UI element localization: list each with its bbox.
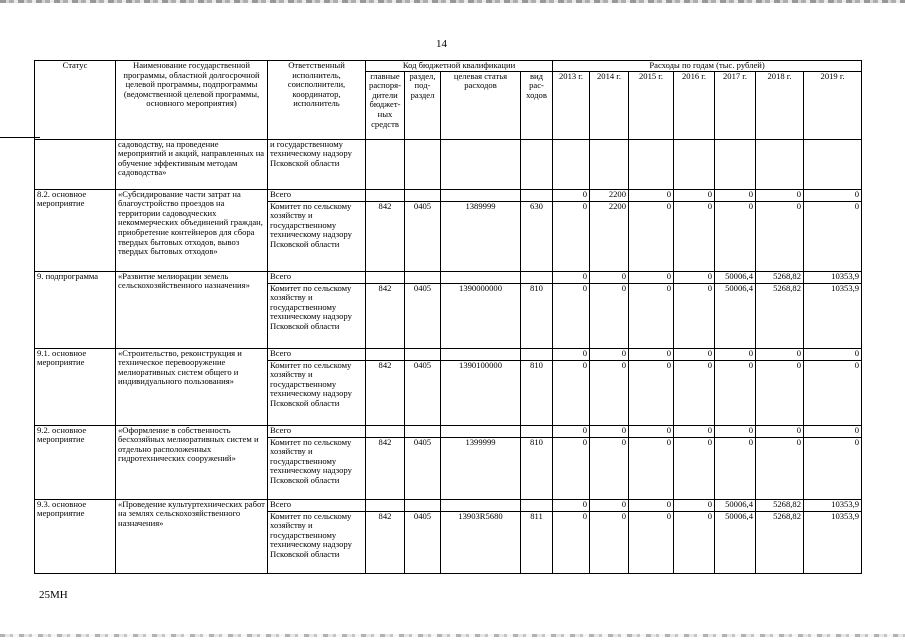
header-kbk-group: Код бюджетной квалификации	[366, 61, 553, 72]
value-cell: 0	[756, 201, 804, 271]
name-cell: «Оформление в собственность бесхозяйных мелиоративных систем и отдельно расположенных гидротехнических сооружений»	[116, 425, 268, 499]
header-year: 2013 г.	[553, 71, 590, 139]
section-cell: 0405	[405, 437, 441, 499]
value-cell: 0	[674, 437, 715, 499]
value-cell: 0	[756, 437, 804, 499]
total-value-cell: 0	[629, 189, 674, 201]
total-label-cell: Всего	[268, 499, 366, 511]
status-cell: 9.3. основное мероприятие	[35, 499, 116, 573]
value-cell: 0	[590, 511, 629, 573]
status-cell: 9.2. основное мероприятие	[35, 425, 116, 499]
target-cell: 1399999	[441, 437, 521, 499]
responsible-cell: и государственному техническому надзору Псковской области	[268, 139, 366, 189]
value-cell: 0	[590, 437, 629, 499]
total-value-cell: 10353,9	[804, 271, 862, 283]
total-value-cell: 10353,9	[804, 499, 862, 511]
target-cell: 13903R5680	[441, 511, 521, 573]
scan-edge-bottom	[0, 634, 905, 637]
total-value-cell: 0	[715, 348, 756, 360]
status-cell: 9.1. основное мероприятие	[35, 348, 116, 425]
executor-cell: Комитет по сельскому хозяйству и государственному техническому надзору Псковской области	[268, 360, 366, 425]
value-cell: 5268,82	[756, 511, 804, 573]
continuation-row	[35, 139, 862, 189]
total-value-cell: 0	[590, 271, 629, 283]
type-cell: 810	[521, 283, 553, 348]
name-cell: «Строительство, реконструкция и техническое перевооружение мелиоративных систем общего и индивидуального пользования»	[116, 348, 268, 425]
name-cell: садоводству, на проведение мероприятий и акций, направленных на обучение эффективным методам садоводства»	[116, 139, 268, 189]
total-label-cell: Всего	[268, 271, 366, 283]
total-value-cell: 0	[590, 425, 629, 437]
total-value-cell: 0	[715, 189, 756, 201]
value-cell: 0	[674, 511, 715, 573]
value-cell: 10353,9	[804, 283, 862, 348]
section-cell: 0405	[405, 360, 441, 425]
target-cell: 1390100000	[441, 360, 521, 425]
value-cell: 50006,4	[715, 511, 756, 573]
name-cell: «Развитие мелиорации земель сельскохозяйственного назначения»	[116, 271, 268, 348]
header-year: 2017 г.	[715, 71, 756, 139]
value-cell: 0	[715, 360, 756, 425]
total-label-cell: Всего	[268, 189, 366, 201]
total-value-cell: 0	[804, 425, 862, 437]
table-row-total	[35, 189, 862, 201]
status-cell	[35, 139, 116, 189]
scan-edge-top	[0, 0, 905, 3]
value-cell: 0	[804, 360, 862, 425]
target-cell: 1389999	[441, 201, 521, 271]
executor-cell: Комитет по сельскому хозяйству и государственному техническому надзору Псковской области	[268, 201, 366, 271]
total-value-cell: 0	[674, 499, 715, 511]
total-value-cell: 0	[756, 189, 804, 201]
status-cell: 8.2. основное мероприятие	[35, 189, 116, 271]
executor-cell: Комитет по сельскому хозяйству и государственному техническому надзору Псковской области	[268, 283, 366, 348]
value-cell: 0	[715, 201, 756, 271]
total-value-cell: 0	[804, 189, 862, 201]
total-value-cell: 0	[756, 425, 804, 437]
grbs-cell: 842	[366, 437, 405, 499]
table-row-total	[35, 499, 862, 511]
header-kbk-grbs: главные распоря-дители бюджет-ных средств	[366, 71, 405, 139]
value-cell: 0	[590, 283, 629, 348]
grbs-cell: 842	[366, 283, 405, 348]
value-cell: 50006,4	[715, 283, 756, 348]
total-value-cell: 0	[590, 499, 629, 511]
value-cell: 0	[629, 437, 674, 499]
name-cell: «Проведение культуртехнических работ на землях сельскохозяйственного назначения»	[116, 499, 268, 573]
value-cell: 0	[629, 511, 674, 573]
budget-table	[34, 60, 862, 574]
type-cell: 810	[521, 360, 553, 425]
total-value-cell: 0	[674, 348, 715, 360]
total-value-cell: 0	[804, 348, 862, 360]
value-cell: 2200	[590, 201, 629, 271]
target-cell: 1390000000	[441, 283, 521, 348]
total-value-cell: 0	[674, 189, 715, 201]
table-row-total	[35, 348, 862, 360]
total-value-cell: 5268,82	[756, 499, 804, 511]
value-cell: 0	[715, 437, 756, 499]
total-value-cell: 0	[553, 271, 590, 283]
total-value-cell: 50006,4	[715, 499, 756, 511]
total-label-cell: Всего	[268, 425, 366, 437]
page-number: 14	[436, 38, 447, 50]
grbs-cell: 842	[366, 511, 405, 573]
value-cell: 0	[674, 283, 715, 348]
header-expenses-group: Расходы по годам (тыс. рублей)	[553, 61, 862, 72]
value-cell: 0	[553, 511, 590, 573]
total-value-cell: 0	[553, 348, 590, 360]
header-name: Наименование государственной программы, областной долгосрочной целевой программы, подпрограммы (ведомственной целевой программы, основного мероприятия)	[116, 61, 268, 140]
section-cell: 0405	[405, 201, 441, 271]
value-cell: 0	[629, 360, 674, 425]
header-year: 2019 г.	[804, 71, 862, 139]
total-value-cell: 0	[590, 348, 629, 360]
total-value-cell: 0	[553, 499, 590, 511]
total-value-cell: 0	[629, 348, 674, 360]
section-cell: 0405	[405, 511, 441, 573]
value-cell: 0	[590, 360, 629, 425]
value-cell: 0	[553, 201, 590, 271]
type-cell: 630	[521, 201, 553, 271]
total-value-cell: 0	[674, 425, 715, 437]
total-value-cell: 0	[715, 425, 756, 437]
value-cell: 0	[674, 360, 715, 425]
executor-cell: Комитет по сельскому хозяйству и государственному техническому надзору Псковской области	[268, 511, 366, 573]
header-kbk-section: раздел, под-раздел	[405, 71, 441, 139]
header-status: Статус	[35, 61, 116, 140]
total-value-cell: 0	[629, 271, 674, 283]
type-cell: 810	[521, 437, 553, 499]
total-value-cell: 0	[756, 348, 804, 360]
type-cell: 811	[521, 511, 553, 573]
table-row-total	[35, 425, 862, 437]
total-value-cell: 5268,82	[756, 271, 804, 283]
status-cell: 9. подпрограмма	[35, 271, 116, 348]
header-year: 2018 г.	[756, 71, 804, 139]
total-label-cell: Всего	[268, 348, 366, 360]
executor-cell: Комитет по сельскому хозяйству и государственному техническому надзору Псковской области	[268, 437, 366, 499]
header-kbk-target: целевая статья расходов	[441, 71, 521, 139]
value-cell: 10353,9	[804, 511, 862, 573]
grbs-cell: 842	[366, 201, 405, 271]
value-cell: 0	[553, 437, 590, 499]
header-responsible: Ответственный исполнитель, соисполнители, координатор, исполнитель	[268, 61, 366, 140]
total-value-cell: 0	[553, 189, 590, 201]
header-kbk-type: вид рас-ходов	[521, 71, 553, 139]
header-year: 2016 г.	[674, 71, 715, 139]
value-cell: 5268,82	[756, 283, 804, 348]
value-cell: 0	[629, 283, 674, 348]
grbs-cell: 842	[366, 360, 405, 425]
total-value-cell: 2200	[590, 189, 629, 201]
total-value-cell: 50006,4	[715, 271, 756, 283]
total-value-cell: 0	[674, 271, 715, 283]
name-cell: «Субсидирование части затрат на благоустройство проездов на территории садоводческих некоммерческих объединений граждан, приобретение контейнеров для сбора твердых бытовых отходов, вывоз твердых бытовых отходов»	[116, 189, 268, 271]
total-value-cell: 0	[629, 499, 674, 511]
section-cell: 0405	[405, 283, 441, 348]
value-cell: 0	[553, 360, 590, 425]
total-value-cell: 0	[629, 425, 674, 437]
value-cell: 0	[804, 437, 862, 499]
header-year: 2015 г.	[629, 71, 674, 139]
value-cell: 0	[674, 201, 715, 271]
table-row-total	[35, 271, 862, 283]
value-cell: 0	[804, 201, 862, 271]
value-cell: 0	[756, 360, 804, 425]
total-value-cell: 0	[553, 425, 590, 437]
value-cell: 0	[553, 283, 590, 348]
value-cell: 0	[629, 201, 674, 271]
footer-code: 25МН	[39, 589, 68, 601]
header-year: 2014 г.	[590, 71, 629, 139]
